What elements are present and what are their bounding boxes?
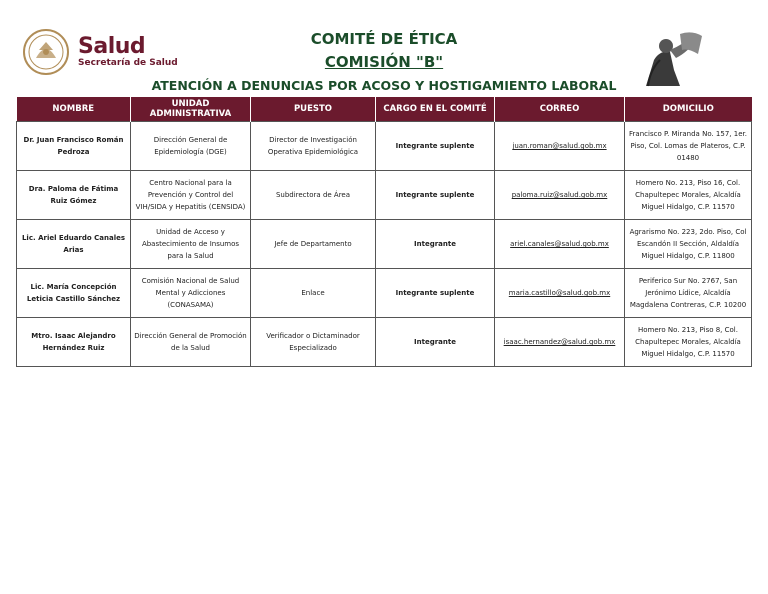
column-header-cargo: CARGO EN EL COMITÉ xyxy=(376,97,495,122)
cell-nombre: Lic. Ariel Eduardo Canales Arias xyxy=(17,220,131,269)
cell-unidad: Unidad de Acceso y Abastecimiento de Insumos para la Salud xyxy=(131,220,251,269)
cell-unidad: Comisión Nacional de Salud Mental y Adicciones (CONASAMA) xyxy=(131,269,251,318)
table-row xyxy=(17,220,752,269)
cell-domicilio: Periferico Sur No. 2767, San Jerónimo Lídice, Alcaldía Magdalena Contreras, C.P. 10200 xyxy=(625,269,752,318)
commission-title: COMISIÓN "B" xyxy=(324,53,444,71)
cell-puesto: Verificador o Dictaminador Especializado xyxy=(251,318,376,367)
cell-puesto: Subdirectora de Área xyxy=(251,171,376,220)
email-link[interactable]: isaac.hernandez@salud.gob.mx xyxy=(495,318,625,367)
email-link[interactable]: ariel.canales@salud.gob.mx xyxy=(495,220,625,269)
column-header-unidad: UNIDAD ADMINISTRATIVA xyxy=(131,97,251,122)
cell-unidad: Dirección General de Promoción de la Salud xyxy=(131,318,251,367)
column-header-puesto: PUESTO xyxy=(251,97,376,122)
logo-brand: Salud xyxy=(78,34,146,59)
cell-cargo: Integrante suplente xyxy=(376,122,495,171)
table-row xyxy=(17,122,752,171)
column-header-domicilio: DOMICILIO xyxy=(625,97,752,122)
cell-puesto: Enlace xyxy=(251,269,376,318)
cell-domicilio: Agrarismo No. 223, 2do. Piso, Col Escandón II Sección, Aldaldía Miguel Hidalgo, C.P. 11800 xyxy=(625,220,752,269)
cell-domicilio: Homero No. 213, Piso 8, Col. Chapultepec Morales, Alcaldía Miguel Hidalgo, C.P. 11570 xyxy=(625,318,752,367)
cell-puesto: Director de Investigación Operativa Epidemiológica xyxy=(251,122,376,171)
cell-nombre: Dra. Paloma de Fátima Ruiz Gómez xyxy=(17,171,131,220)
table-row xyxy=(17,269,752,318)
email-link[interactable]: juan.roman@salud.gob.mx xyxy=(495,122,625,171)
committee-table xyxy=(16,97,752,367)
column-header-correo: CORREO xyxy=(495,97,625,122)
cell-unidad: Centro Nacional para la Prevención y Control del VIH/SIDA y Hepatitis (CENSIDA) xyxy=(131,171,251,220)
page-title: COMITÉ DE ÉTICA xyxy=(310,30,458,48)
cell-puesto: Jefe de Departamento xyxy=(251,220,376,269)
cell-nombre: Dr. Juan Francisco Román Pedroza xyxy=(17,122,131,171)
email-link[interactable]: maria.castillo@salud.gob.mx xyxy=(495,269,625,318)
table-row xyxy=(17,171,752,220)
table-row xyxy=(17,318,752,367)
logo-subtitle: Secretaría de Salud xyxy=(78,58,178,68)
cell-domicilio: Francisco P. Miranda No. 157, 1er. Piso, Col. Lomas de Plateros, C.P. 01480 xyxy=(625,122,752,171)
cell-cargo: Integrante suplente xyxy=(376,269,495,318)
page-subtitle: ATENCIÓN A DENUNCIAS POR ACOSO Y HOSTIGAMIENTO LABORAL xyxy=(151,78,617,93)
email-link[interactable]: paloma.ruiz@salud.gob.mx xyxy=(495,171,625,220)
table-header-row xyxy=(17,97,752,122)
cell-cargo: Integrante xyxy=(376,318,495,367)
cell-nombre: Mtro. Isaac Alejandro Hernández Ruiz xyxy=(17,318,131,367)
cell-nombre: Lic. María Concepción Leticia Castillo Sánchez xyxy=(17,269,131,318)
cell-domicilio: Homero No. 213, Piso 16, Col. Chapultepec Morales, Alcaldía Miguel Hidalgo, C.P. 11570 xyxy=(625,171,752,220)
cell-cargo: Integrante xyxy=(376,220,495,269)
cell-cargo: Integrante suplente xyxy=(376,171,495,220)
column-header-nombre: NOMBRE xyxy=(17,97,131,122)
cell-unidad: Dirección General de Epidemiología (DGE) xyxy=(131,122,251,171)
